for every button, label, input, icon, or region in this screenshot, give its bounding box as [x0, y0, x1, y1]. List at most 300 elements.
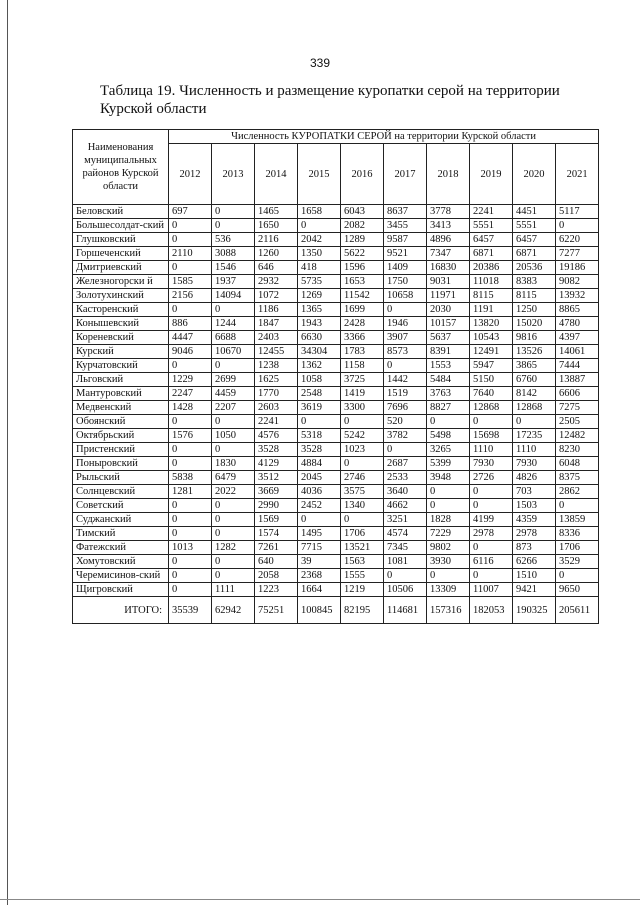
value-cell: 1706	[341, 527, 384, 541]
value-cell: 2082	[341, 219, 384, 233]
value-cell: 0	[513, 415, 556, 429]
value-cell: 8391	[427, 345, 470, 359]
value-cell: 536	[212, 233, 255, 247]
district-name: Беловский	[73, 205, 169, 219]
table-row	[73, 247, 599, 261]
value-cell: 4447	[169, 331, 212, 345]
value-cell: 7229	[427, 527, 470, 541]
value-cell: 4662	[384, 499, 427, 513]
value-cell: 2932	[255, 275, 298, 289]
value-cell: 5622	[341, 247, 384, 261]
value-cell: 6606	[556, 387, 599, 401]
value-cell: 4199	[470, 513, 513, 527]
value-cell: 1191	[470, 303, 513, 317]
value-cell: 2687	[384, 457, 427, 471]
value-cell: 2452	[298, 499, 341, 513]
district-name: Пристенский	[73, 443, 169, 457]
value-cell: 0	[427, 485, 470, 499]
value-cell: 8115	[470, 289, 513, 303]
value-cell: 1574	[255, 527, 298, 541]
value-cell: 6479	[212, 471, 255, 485]
value-cell: 418	[298, 261, 341, 275]
value-cell: 1937	[212, 275, 255, 289]
value-cell: 0	[212, 527, 255, 541]
value-cell: 1510	[513, 569, 556, 583]
table-row	[73, 513, 599, 527]
table-row	[73, 233, 599, 247]
value-cell: 0	[169, 219, 212, 233]
value-cell: 0	[169, 583, 212, 597]
value-cell: 9082	[556, 275, 599, 289]
district-name: Солнцевский	[73, 485, 169, 499]
value-cell: 1465	[255, 205, 298, 219]
value-cell: 886	[169, 317, 212, 331]
total-row	[73, 597, 599, 624]
population-table-container	[72, 129, 598, 624]
header-year: 2016	[341, 144, 384, 205]
value-cell: 5637	[427, 331, 470, 345]
value-cell: 4459	[212, 387, 255, 401]
value-cell: 0	[341, 415, 384, 429]
value-cell: 3455	[384, 219, 427, 233]
value-cell: 0	[341, 513, 384, 527]
value-cell: 0	[384, 359, 427, 373]
header-year: 2018	[427, 144, 470, 205]
value-cell: 3619	[298, 401, 341, 415]
value-cell: 2978	[513, 527, 556, 541]
value-cell: 1244	[212, 317, 255, 331]
value-cell: 13309	[427, 583, 470, 597]
value-cell: 1658	[298, 205, 341, 219]
value-cell: 2862	[556, 485, 599, 499]
value-cell: 8230	[556, 443, 599, 457]
table-row	[73, 457, 599, 471]
value-cell: 15698	[470, 429, 513, 443]
value-cell: 2368	[298, 569, 341, 583]
value-cell: 1110	[513, 443, 556, 457]
value-cell: 1770	[255, 387, 298, 401]
table-row	[73, 485, 599, 499]
table-body	[73, 205, 599, 624]
value-cell: 3251	[384, 513, 427, 527]
value-cell: 1555	[341, 569, 384, 583]
table-caption: Таблица 19. Численность и размещение куропатки серой на территории Курской области	[100, 83, 560, 117]
value-cell: 1750	[384, 275, 427, 289]
header-year: 2017	[384, 144, 427, 205]
value-cell: 12868	[470, 401, 513, 415]
value-cell: 7696	[384, 401, 427, 415]
total-cell: 190325	[513, 597, 556, 624]
value-cell: 2533	[384, 471, 427, 485]
value-cell: 10670	[212, 345, 255, 359]
total-cell: 100845	[298, 597, 341, 624]
value-cell: 1946	[384, 317, 427, 331]
total-cell: 82195	[341, 597, 384, 624]
value-cell: 0	[298, 415, 341, 429]
value-cell: 2241	[255, 415, 298, 429]
value-cell: 9802	[427, 541, 470, 555]
value-cell: 14094	[212, 289, 255, 303]
value-cell: 4574	[384, 527, 427, 541]
value-cell: 7715	[298, 541, 341, 555]
value-cell: 12482	[556, 429, 599, 443]
value-cell: 3575	[341, 485, 384, 499]
value-cell: 0	[427, 569, 470, 583]
value-cell: 9650	[556, 583, 599, 597]
value-cell: 1650	[255, 219, 298, 233]
value-cell: 2990	[255, 499, 298, 513]
value-cell: 2156	[169, 289, 212, 303]
value-cell: 3782	[384, 429, 427, 443]
value-cell: 0	[470, 541, 513, 555]
population-table	[72, 129, 599, 624]
value-cell: 703	[513, 485, 556, 499]
value-cell: 0	[169, 555, 212, 569]
value-cell: 7277	[556, 247, 599, 261]
value-cell: 11007	[470, 583, 513, 597]
district-name: Конышевский	[73, 317, 169, 331]
value-cell: 1081	[384, 555, 427, 569]
value-cell: 3528	[298, 443, 341, 457]
value-cell: 3930	[427, 555, 470, 569]
table-row	[73, 541, 599, 555]
value-cell: 0	[212, 205, 255, 219]
value-cell: 5838	[169, 471, 212, 485]
table-row	[73, 345, 599, 359]
value-cell: 0	[212, 359, 255, 373]
value-cell: 7347	[427, 247, 470, 261]
value-cell: 0	[470, 499, 513, 513]
value-cell: 8573	[384, 345, 427, 359]
value-cell: 1110	[470, 443, 513, 457]
value-cell: 8637	[384, 205, 427, 219]
value-cell: 0	[212, 499, 255, 513]
value-cell: 7640	[470, 387, 513, 401]
value-cell: 4896	[427, 233, 470, 247]
value-cell: 17235	[513, 429, 556, 443]
total-cell: 62942	[212, 597, 255, 624]
value-cell: 1847	[255, 317, 298, 331]
value-cell: 0	[384, 443, 427, 457]
value-cell: 0	[212, 443, 255, 457]
value-cell: 2241	[470, 205, 513, 219]
value-cell: 11018	[470, 275, 513, 289]
value-cell: 0	[212, 415, 255, 429]
value-cell: 1442	[384, 373, 427, 387]
total-cell: 182053	[470, 597, 513, 624]
value-cell: 1050	[212, 429, 255, 443]
value-cell: 0	[470, 415, 513, 429]
value-cell: 0	[384, 303, 427, 317]
value-cell: 10506	[384, 583, 427, 597]
value-cell: 2022	[212, 485, 255, 499]
table-row	[73, 569, 599, 583]
value-cell: 34304	[298, 345, 341, 359]
value-cell: 5242	[341, 429, 384, 443]
value-cell: 12455	[255, 345, 298, 359]
value-cell: 14061	[556, 345, 599, 359]
value-cell: 3640	[384, 485, 427, 499]
value-cell: 2726	[470, 471, 513, 485]
value-cell: 13932	[556, 289, 599, 303]
value-cell: 2045	[298, 471, 341, 485]
value-cell: 8375	[556, 471, 599, 485]
value-cell: 1706	[556, 541, 599, 555]
value-cell: 16830	[427, 261, 470, 275]
table-row	[73, 331, 599, 345]
value-cell: 7444	[556, 359, 599, 373]
value-cell: 0	[212, 513, 255, 527]
value-cell: 0	[427, 499, 470, 513]
district-name: Рыльский	[73, 471, 169, 485]
value-cell: 1569	[255, 513, 298, 527]
value-cell: 8142	[513, 387, 556, 401]
value-cell: 2110	[169, 247, 212, 261]
value-cell: 5150	[470, 373, 513, 387]
value-cell: 1238	[255, 359, 298, 373]
value-cell: 5484	[427, 373, 470, 387]
value-cell: 3669	[255, 485, 298, 499]
header-year: 2015	[298, 144, 341, 205]
district-name: Горшеченский	[73, 247, 169, 261]
value-cell: 1023	[341, 443, 384, 457]
value-cell: 2116	[255, 233, 298, 247]
value-cell: 1281	[169, 485, 212, 499]
value-cell: 2058	[255, 569, 298, 583]
value-cell: 1585	[169, 275, 212, 289]
value-cell: 5498	[427, 429, 470, 443]
value-cell: 4826	[513, 471, 556, 485]
value-cell: 6630	[298, 331, 341, 345]
value-cell: 8383	[513, 275, 556, 289]
value-cell: 0	[169, 415, 212, 429]
table-row	[73, 527, 599, 541]
table-row	[73, 261, 599, 275]
value-cell: 4129	[255, 457, 298, 471]
value-cell: 1428	[169, 401, 212, 415]
value-cell: 6048	[556, 457, 599, 471]
value-cell: 0	[169, 513, 212, 527]
district-name: Курчатовский	[73, 359, 169, 373]
value-cell: 2505	[556, 415, 599, 429]
value-cell: 8865	[556, 303, 599, 317]
value-cell: 1596	[341, 261, 384, 275]
value-cell: 1419	[341, 387, 384, 401]
district-name: Фатежский	[73, 541, 169, 555]
value-cell: 1072	[255, 289, 298, 303]
value-cell: 1340	[341, 499, 384, 513]
scan-bottom-edge	[0, 899, 640, 900]
value-cell: 1350	[298, 247, 341, 261]
value-cell: 13526	[513, 345, 556, 359]
table-row	[73, 289, 599, 303]
district-name: Щигровский	[73, 583, 169, 597]
value-cell: 3265	[427, 443, 470, 457]
value-cell: 3865	[513, 359, 556, 373]
value-cell: 0	[212, 555, 255, 569]
value-cell: 5318	[298, 429, 341, 443]
value-cell: 3088	[212, 247, 255, 261]
value-cell: 2978	[470, 527, 513, 541]
value-cell: 1828	[427, 513, 470, 527]
value-cell: 646	[255, 261, 298, 275]
value-cell: 12491	[470, 345, 513, 359]
district-name: Суджанский	[73, 513, 169, 527]
district-name: Железногорски й	[73, 275, 169, 289]
value-cell: 7345	[384, 541, 427, 555]
value-cell: 1260	[255, 247, 298, 261]
table-row	[73, 303, 599, 317]
value-cell: 2042	[298, 233, 341, 247]
district-name: Медвенский	[73, 401, 169, 415]
district-name: Дмитриевский	[73, 261, 169, 275]
total-cell: 205611	[556, 597, 599, 624]
value-cell: 1219	[341, 583, 384, 597]
value-cell: 7261	[255, 541, 298, 555]
value-cell: 0	[169, 457, 212, 471]
value-cell: 0	[298, 513, 341, 527]
value-cell: 1289	[341, 233, 384, 247]
value-cell: 11971	[427, 289, 470, 303]
value-cell: 10157	[427, 317, 470, 331]
district-name: Черемисинов-ский	[73, 569, 169, 583]
value-cell: 1563	[341, 555, 384, 569]
total-cell: 75251	[255, 597, 298, 624]
value-cell: 4576	[255, 429, 298, 443]
value-cell: 3725	[341, 373, 384, 387]
value-cell: 20536	[513, 261, 556, 275]
value-cell: 5947	[470, 359, 513, 373]
value-cell: 19186	[556, 261, 599, 275]
value-cell: 0	[470, 569, 513, 583]
district-name: Хомутовский	[73, 555, 169, 569]
value-cell: 5551	[470, 219, 513, 233]
value-cell: 1783	[341, 345, 384, 359]
value-cell: 0	[169, 443, 212, 457]
value-cell: 4397	[556, 331, 599, 345]
value-cell: 2746	[341, 471, 384, 485]
value-cell: 0	[169, 359, 212, 373]
district-name: Тимский	[73, 527, 169, 541]
table-row	[73, 373, 599, 387]
value-cell: 4780	[556, 317, 599, 331]
value-cell: 0	[212, 303, 255, 317]
value-cell: 6688	[212, 331, 255, 345]
value-cell: 2030	[427, 303, 470, 317]
value-cell: 7275	[556, 401, 599, 415]
value-cell: 2403	[255, 331, 298, 345]
value-cell: 1250	[513, 303, 556, 317]
value-cell: 39	[298, 555, 341, 569]
value-cell: 1058	[298, 373, 341, 387]
value-cell: 0	[341, 457, 384, 471]
total-cell: 114681	[384, 597, 427, 624]
value-cell: 1519	[384, 387, 427, 401]
header-year: 2021	[556, 144, 599, 205]
value-cell: 1664	[298, 583, 341, 597]
value-cell: 9587	[384, 233, 427, 247]
value-cell: 2548	[298, 387, 341, 401]
value-cell: 1553	[427, 359, 470, 373]
value-cell: 13887	[556, 373, 599, 387]
table-row	[73, 415, 599, 429]
value-cell: 6457	[470, 233, 513, 247]
value-cell: 13859	[556, 513, 599, 527]
district-name: Льговский	[73, 373, 169, 387]
value-cell: 6871	[513, 247, 556, 261]
value-cell: 8115	[513, 289, 556, 303]
value-cell: 1362	[298, 359, 341, 373]
value-cell: 1625	[255, 373, 298, 387]
value-cell: 1699	[341, 303, 384, 317]
district-name: Кореневский	[73, 331, 169, 345]
value-cell: 5551	[513, 219, 556, 233]
value-cell: 1013	[169, 541, 212, 555]
value-cell: 8827	[427, 401, 470, 415]
table-row	[73, 499, 599, 513]
district-name: Касторенский	[73, 303, 169, 317]
value-cell: 1830	[212, 457, 255, 471]
value-cell: 3366	[341, 331, 384, 345]
district-name: Золотухинский	[73, 289, 169, 303]
value-cell: 2699	[212, 373, 255, 387]
value-cell: 13820	[470, 317, 513, 331]
table-row	[73, 317, 599, 331]
value-cell: 10658	[384, 289, 427, 303]
value-cell: 4036	[298, 485, 341, 499]
total-label: ИТОГО:	[73, 597, 169, 624]
value-cell: 6266	[513, 555, 556, 569]
value-cell: 9046	[169, 345, 212, 359]
value-cell: 0	[169, 527, 212, 541]
value-cell: 4884	[298, 457, 341, 471]
value-cell: 520	[384, 415, 427, 429]
value-cell: 6116	[470, 555, 513, 569]
value-cell: 13521	[341, 541, 384, 555]
value-cell: 10543	[470, 331, 513, 345]
value-cell: 2428	[341, 317, 384, 331]
value-cell: 3778	[427, 205, 470, 219]
value-cell: 1186	[255, 303, 298, 317]
value-cell: 1503	[513, 499, 556, 513]
header-year: 2020	[513, 144, 556, 205]
value-cell: 4359	[513, 513, 556, 527]
value-cell: 0	[169, 261, 212, 275]
value-cell: 3413	[427, 219, 470, 233]
value-cell: 0	[556, 499, 599, 513]
value-cell: 0	[169, 233, 212, 247]
table-row	[73, 275, 599, 289]
value-cell: 1269	[298, 289, 341, 303]
value-cell: 0	[169, 569, 212, 583]
value-cell: 3948	[427, 471, 470, 485]
value-cell: 1365	[298, 303, 341, 317]
header-year: 2012	[169, 144, 212, 205]
table-row	[73, 555, 599, 569]
value-cell: 3529	[556, 555, 599, 569]
value-cell: 0	[212, 219, 255, 233]
value-cell: 6760	[513, 373, 556, 387]
value-cell: 1158	[341, 359, 384, 373]
value-cell: 9521	[384, 247, 427, 261]
value-cell: 0	[169, 499, 212, 513]
value-cell: 6871	[470, 247, 513, 261]
value-cell: 3763	[427, 387, 470, 401]
table-row	[73, 219, 599, 233]
header-group: Численность КУРОПАТКИ СЕРОЙ на территории Курской области	[169, 130, 599, 144]
value-cell: 2207	[212, 401, 255, 415]
value-cell: 0	[212, 569, 255, 583]
